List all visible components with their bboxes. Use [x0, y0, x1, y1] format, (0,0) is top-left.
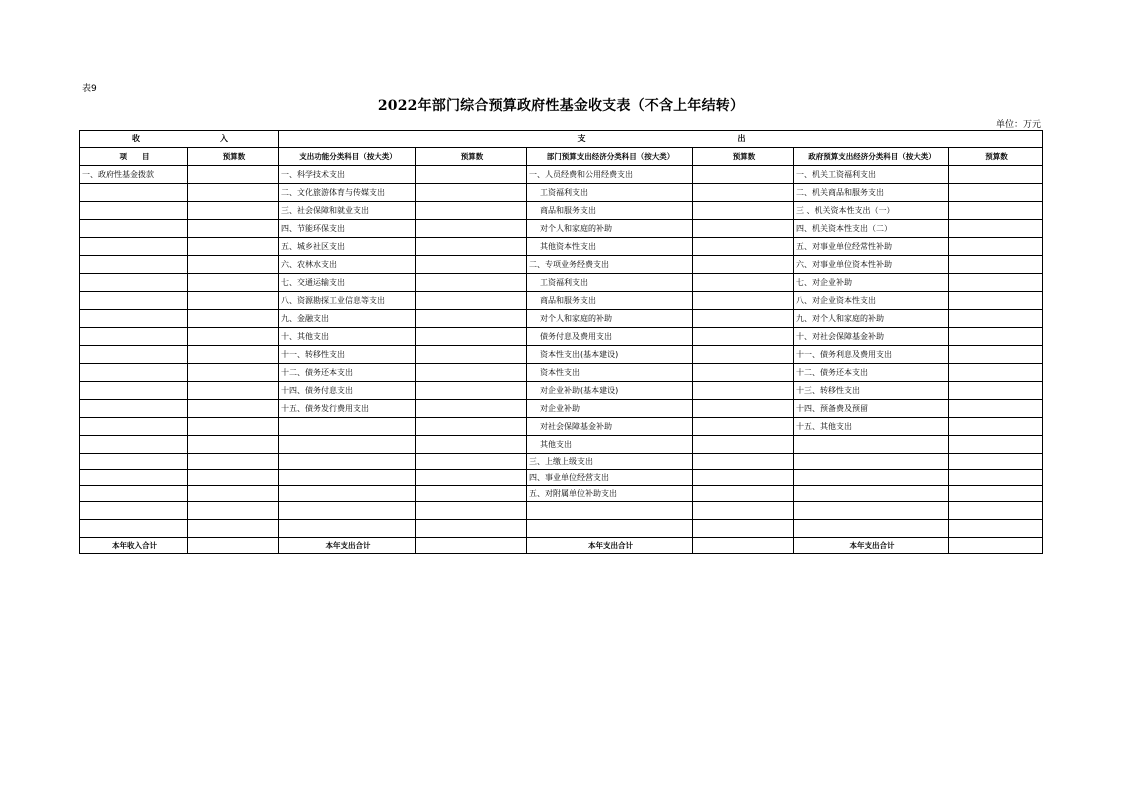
budget-table	[79, 130, 1043, 554]
gov-econ-item	[794, 436, 949, 454]
func-budget-value	[416, 238, 527, 256]
dept-econ-item	[527, 520, 693, 538]
func-class-item: 十二、债务还本支出	[279, 364, 416, 382]
dept-budget-value	[693, 346, 794, 364]
total-row	[80, 538, 1043, 554]
func-class-item: 九、金融支出	[279, 310, 416, 328]
table-row	[80, 400, 1043, 418]
income-budget-value	[188, 184, 279, 202]
gov-budget-value	[949, 454, 1043, 470]
budget-header: 预算数	[188, 148, 279, 166]
table-row	[80, 454, 1043, 470]
dept-budget-value	[693, 418, 794, 436]
header-row-2	[80, 148, 1043, 166]
budget-header: 预算数	[416, 148, 527, 166]
gov-econ-item: 十二、债务还本支出	[794, 364, 949, 382]
gov-budget-value	[949, 202, 1043, 220]
gov-budget-value	[949, 184, 1043, 202]
income-budget-value	[188, 238, 279, 256]
gov-econ-item: 九、对个人和家庭的补助	[794, 310, 949, 328]
table-row	[80, 382, 1043, 400]
gov-budget-value	[949, 220, 1043, 238]
gov-econ-item: 三 、机关资本性支出（一）	[794, 202, 949, 220]
table-row	[80, 364, 1043, 382]
income-budget-value	[188, 310, 279, 328]
income-item	[80, 256, 188, 274]
dept-budget-value	[693, 454, 794, 470]
dept-budget-value	[693, 238, 794, 256]
income-item	[80, 486, 188, 502]
income-item	[80, 382, 188, 400]
dept-budget-value	[693, 364, 794, 382]
gov-econ-item: 十四、预备费及预留	[794, 400, 949, 418]
func-class-item: 八、资源勘探工业信息等支出	[279, 292, 416, 310]
table-row	[80, 202, 1043, 220]
func-budget-value	[416, 382, 527, 400]
gov-budget-value	[949, 520, 1043, 538]
expense-total-value	[949, 538, 1043, 554]
gov-budget-value	[949, 436, 1043, 454]
func-class-item	[279, 436, 416, 454]
budget-header: 预算数	[949, 148, 1043, 166]
income-item	[80, 364, 188, 382]
table-row	[80, 238, 1043, 256]
gov-econ-item	[794, 470, 949, 486]
dept-econ-header: 部门预算支出经济分类科目（按大类）	[527, 148, 693, 166]
func-budget-value	[416, 520, 527, 538]
gov-budget-value	[949, 502, 1043, 520]
gov-budget-value	[949, 400, 1043, 418]
dept-budget-value	[693, 292, 794, 310]
dept-econ-item: 对个人和家庭的补助	[527, 220, 693, 238]
func-budget-value	[416, 166, 527, 184]
gov-econ-item: 八、对企业资本性支出	[794, 292, 949, 310]
dept-budget-value	[693, 220, 794, 238]
func-budget-value	[416, 418, 527, 436]
income-item	[80, 346, 188, 364]
gov-econ-item: 七、对企业补助	[794, 274, 949, 292]
income-item	[80, 238, 188, 256]
dept-budget-value	[693, 256, 794, 274]
gov-budget-value	[949, 328, 1043, 346]
table-number: 表9	[82, 84, 97, 94]
dept-econ-item: 其他支出	[527, 436, 693, 454]
func-budget-value	[416, 486, 527, 502]
gov-budget-value	[949, 346, 1043, 364]
func-class-item: 十五、债务发行费用支出	[279, 400, 416, 418]
income-budget-value	[188, 256, 279, 274]
gov-econ-item	[794, 502, 949, 520]
table-row	[80, 328, 1043, 346]
income-item	[80, 274, 188, 292]
gov-budget-value	[949, 256, 1043, 274]
table-row	[80, 470, 1043, 486]
income-item	[80, 418, 188, 436]
func-class-item: 六、农林水支出	[279, 256, 416, 274]
dept-econ-item: 资本性支出	[527, 364, 693, 382]
dept-econ-item: 债务付息及费用支出	[527, 328, 693, 346]
func-budget-value	[416, 364, 527, 382]
dept-econ-item: 对社会保障基金补助	[527, 418, 693, 436]
table-row	[80, 346, 1043, 364]
dept-budget-value	[693, 400, 794, 418]
dept-econ-item: 五、对附属单位补助支出	[527, 486, 693, 502]
table-row	[80, 184, 1043, 202]
dept-econ-item: 对企业补助	[527, 400, 693, 418]
func-budget-value	[416, 292, 527, 310]
income-item	[80, 470, 188, 486]
income-total-value	[188, 538, 279, 554]
dept-budget-value	[693, 470, 794, 486]
dept-budget-value	[693, 274, 794, 292]
gov-econ-item: 六、对事业单位资本性补助	[794, 256, 949, 274]
func-class-item	[279, 520, 416, 538]
dept-budget-value	[693, 502, 794, 520]
func-class-item: 七、交通运输支出	[279, 274, 416, 292]
budget-header: 预算数	[693, 148, 794, 166]
dept-budget-value	[693, 520, 794, 538]
table-row	[80, 310, 1043, 328]
gov-econ-item: 二、机关商品和服务支出	[794, 184, 949, 202]
table-row	[80, 274, 1043, 292]
gov-econ-item: 十五、其他支出	[794, 418, 949, 436]
func-budget-value	[416, 220, 527, 238]
dept-econ-item: 四、事业单位经营支出	[527, 470, 693, 486]
income-total-label: 本年收入合计	[80, 538, 188, 554]
func-class-item: 三、社会保障和就业支出	[279, 202, 416, 220]
gov-budget-value	[949, 418, 1043, 436]
income-budget-value	[188, 454, 279, 470]
income-item	[80, 502, 188, 520]
gov-budget-value	[949, 470, 1043, 486]
income-budget-value	[188, 220, 279, 238]
expense-total-value	[416, 538, 527, 554]
expense-total-label: 本年支出合计	[527, 538, 693, 554]
income-item: 一、政府性基金拨款	[80, 166, 188, 184]
table-row	[80, 256, 1043, 274]
func-budget-value	[416, 346, 527, 364]
func-budget-value	[416, 470, 527, 486]
table-row	[80, 486, 1043, 502]
func-budget-value	[416, 184, 527, 202]
func-budget-value	[416, 400, 527, 418]
income-item	[80, 202, 188, 220]
gov-econ-header: 政府预算支出经济分类科目（按大类）	[794, 148, 949, 166]
dept-econ-item: 资本性支出(基本建设)	[527, 346, 693, 364]
dept-econ-item: 三、上缴上级支出	[527, 454, 693, 470]
func-budget-value	[416, 436, 527, 454]
header-row-1	[80, 131, 1043, 148]
dept-econ-item: 二、专项业务经费支出	[527, 256, 693, 274]
func-budget-value	[416, 256, 527, 274]
dept-budget-value	[693, 486, 794, 502]
expense-total-label: 本年支出合计	[794, 538, 949, 554]
func-class-item: 十一、转移性支出	[279, 346, 416, 364]
income-item	[80, 328, 188, 346]
table-row	[80, 436, 1043, 454]
func-class-item	[279, 502, 416, 520]
table-row	[80, 520, 1043, 538]
dept-budget-value	[693, 166, 794, 184]
dept-econ-item: 商品和服务支出	[527, 202, 693, 220]
gov-budget-value	[949, 382, 1043, 400]
item-header: 项 目	[80, 148, 188, 166]
func-class-item	[279, 470, 416, 486]
gov-budget-value	[949, 486, 1043, 502]
gov-econ-item: 十、对社会保障基金补助	[794, 328, 949, 346]
func-class-item: 五、城乡社区支出	[279, 238, 416, 256]
income-budget-value	[188, 346, 279, 364]
unit-label: 单位：万元	[995, 120, 1041, 130]
income-item	[80, 292, 188, 310]
gov-econ-item	[794, 520, 949, 538]
func-class-item	[279, 486, 416, 502]
income-header: 收 入	[80, 131, 279, 148]
income-budget-value	[188, 418, 279, 436]
income-item	[80, 454, 188, 470]
dept-econ-item	[527, 502, 693, 520]
income-item	[80, 400, 188, 418]
table-row	[80, 166, 1043, 184]
func-budget-value	[416, 328, 527, 346]
expense-header: 支 出	[279, 131, 1043, 148]
dept-econ-item: 一、人员经费和公用经费支出	[527, 166, 693, 184]
func-budget-value	[416, 454, 527, 470]
income-item	[80, 436, 188, 454]
dept-econ-item: 商品和服务支出	[527, 292, 693, 310]
expense-total-label: 本年支出合计	[279, 538, 416, 554]
func-class-item: 一、科学技术支出	[279, 166, 416, 184]
gov-budget-value	[949, 238, 1043, 256]
func-class-item: 十四、债务付息支出	[279, 382, 416, 400]
dept-budget-value	[693, 436, 794, 454]
dept-budget-value	[693, 310, 794, 328]
gov-econ-item: 五、对事业单位经常性补助	[794, 238, 949, 256]
table-row	[80, 418, 1043, 436]
gov-budget-value	[949, 166, 1043, 184]
dept-econ-item: 其他资本性支出	[527, 238, 693, 256]
income-item	[80, 520, 188, 538]
dept-econ-item: 对个人和家庭的补助	[527, 310, 693, 328]
income-budget-value	[188, 436, 279, 454]
income-budget-value	[188, 364, 279, 382]
income-budget-value	[188, 520, 279, 538]
income-budget-value	[188, 328, 279, 346]
table-row	[80, 292, 1043, 310]
dept-econ-item: 对企业补助(基本建设)	[527, 382, 693, 400]
income-item	[80, 184, 188, 202]
income-budget-value	[188, 292, 279, 310]
gov-econ-item: 四、机关资本性支出（二）	[794, 220, 949, 238]
income-budget-value	[188, 274, 279, 292]
income-budget-value	[188, 470, 279, 486]
income-item	[80, 220, 188, 238]
income-budget-value	[188, 400, 279, 418]
dept-budget-value	[693, 382, 794, 400]
gov-econ-item: 十一、债务利息及费用支出	[794, 346, 949, 364]
func-class-item	[279, 454, 416, 470]
expense-total-value	[693, 538, 794, 554]
income-budget-value	[188, 382, 279, 400]
gov-budget-value	[949, 292, 1043, 310]
table-row	[80, 502, 1043, 520]
income-budget-value	[188, 166, 279, 184]
func-class-header: 支出功能分类科目（按大类）	[279, 148, 416, 166]
dept-econ-item: 工资福利支出	[527, 274, 693, 292]
gov-econ-item	[794, 454, 949, 470]
dept-econ-item: 工资福利支出	[527, 184, 693, 202]
income-budget-value	[188, 486, 279, 502]
gov-budget-value	[949, 274, 1043, 292]
income-budget-value	[188, 502, 279, 520]
func-budget-value	[416, 202, 527, 220]
income-item	[80, 310, 188, 328]
table-row	[80, 220, 1043, 238]
func-class-item	[279, 418, 416, 436]
gov-budget-value	[949, 364, 1043, 382]
dept-budget-value	[693, 328, 794, 346]
gov-econ-item: 十三、转移性支出	[794, 382, 949, 400]
gov-econ-item	[794, 486, 949, 502]
gov-econ-item: 一、机关工资福利支出	[794, 166, 949, 184]
dept-budget-value	[693, 202, 794, 220]
gov-budget-value	[949, 310, 1043, 328]
func-budget-value	[416, 274, 527, 292]
income-budget-value	[188, 202, 279, 220]
func-class-item: 十、其他支出	[279, 328, 416, 346]
func-budget-value	[416, 310, 527, 328]
func-class-item: 四、节能环保支出	[279, 220, 416, 238]
func-class-item: 二、文化旅游体育与传媒支出	[279, 184, 416, 202]
dept-budget-value	[693, 184, 794, 202]
page-title: 2022年部门综合预算政府性基金收支表（不含上年结转）	[377, 98, 745, 114]
func-budget-value	[416, 502, 527, 520]
